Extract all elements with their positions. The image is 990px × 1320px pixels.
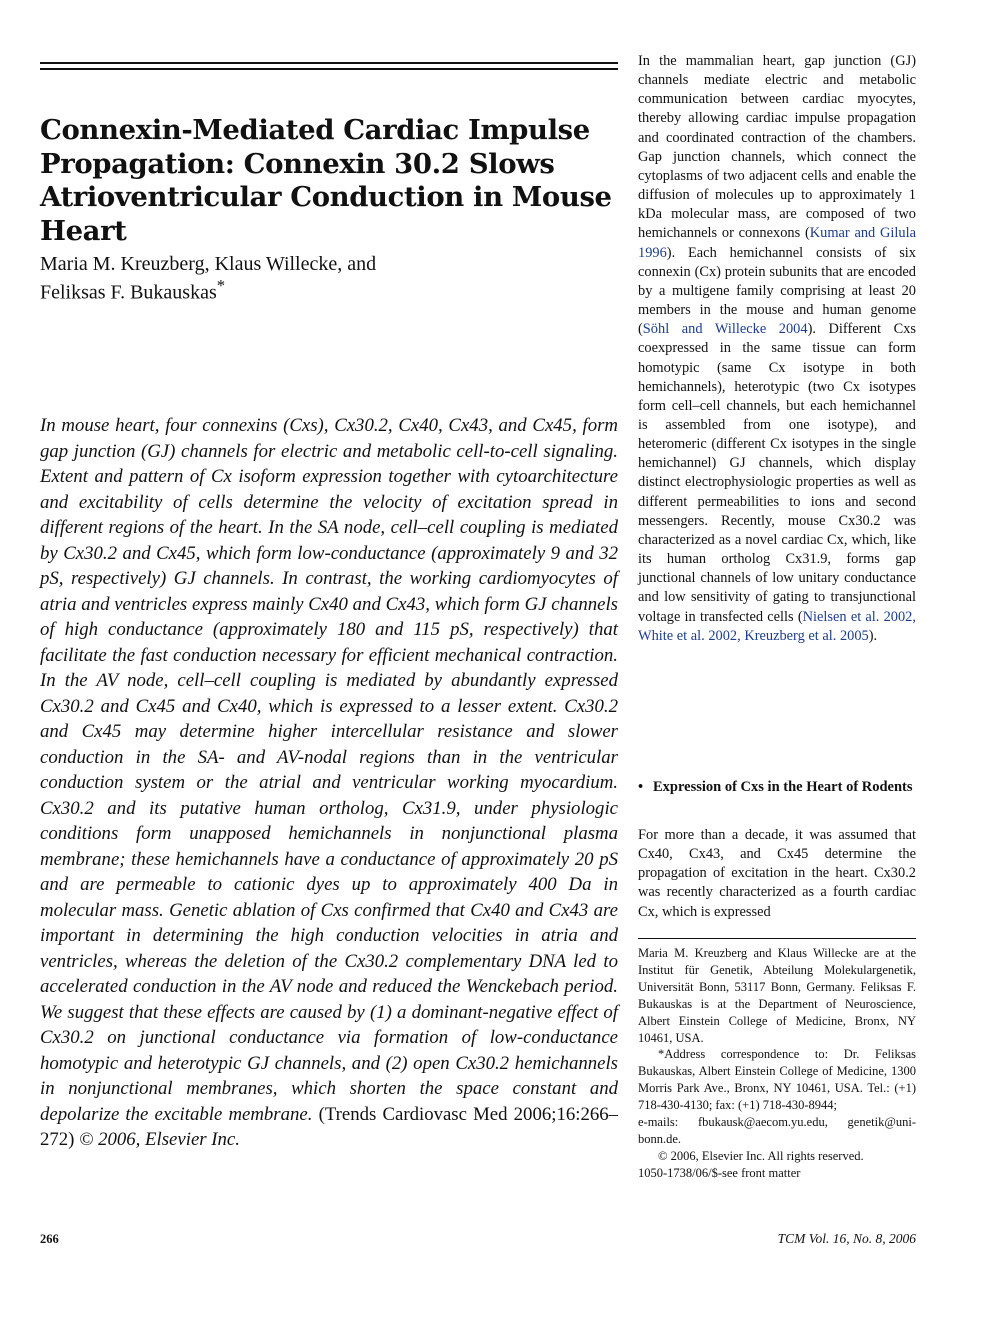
author-name-bukauskas: Feliksas F. Bukauskas	[40, 281, 217, 304]
abstract-copyright: © 2006, Elsevier Inc.	[79, 1129, 240, 1150]
intro-text-part: ). Each hemichannel consists of six connexin (Cx) protein subunits that are encoded by a multigene family comprising at least 20 members in the mouse and human genome (	[638, 244, 916, 338]
author-footnote	[638, 945, 916, 1182]
footnote-copyright: © 2006, Elsevier Inc. All rights reserved.	[658, 1148, 864, 1163]
page-number: 266	[40, 1232, 59, 1246]
author-list	[40, 253, 560, 304]
reference-link-kreuzberg-2005[interactable]: Kreuzberg et al. 2005	[744, 627, 869, 644]
footnote-rule	[638, 938, 916, 939]
reference-link-nielsen-2002[interactable]: Nielsen et al. 2002	[802, 608, 913, 625]
corresponding-author-mark: *	[216, 276, 226, 295]
footnote-correspondence: *Address correspondence to: Dr. Feliksas Bukauskas, Albert Einstein College of Medicine, 1300 Morris Park Ave., Bronx, NY 10461, USA. Tel.: (+1) 718-430-4130; fax: (+1) 718-430-8944;	[638, 1047, 916, 1113]
reference-link-white-2002[interactable]: White et al. 2002	[638, 627, 738, 644]
reference-link-kumar-1996[interactable]: Kumar and Gilula 1996	[638, 225, 916, 261]
intro-text-part: ). Different Cxs coexpressed in the same tissue can form homotypic (same Cx isotype in both hemichannels), heterotypic (two Cx isotypes form cell–cell channels, but each hemichannel is assembled from one isotype), and heteromeric (different Cx isotypes in the single hemichannel) GJ channels, which display distinct electrophysiologic properties as well as different permeabilities to ions and second messengers. Recently, mouse Cx30.2 was characterized as a novel cardiac Cx, which, like its human ortholog Cx31.9, forms gap junctional channels of low unitary conductance and low sensitivity of gating to transjunctional voltage in transfected cells (	[638, 321, 916, 625]
reference-link-sohl-2004[interactable]: Söhl and Willecke 2004	[642, 321, 808, 338]
header-rule-top	[40, 62, 618, 64]
intro-text-part: In the mammalian heart, gap junction (GJ) channels mediate electric and metabolic communication between cardiac myocytes, thereby allowing cardiac impulse propagation and coordinated contraction of the chambers. Gap junction channels, which connect the cytoplasms of two adjacent cells and enable the diffusion of molecules up to approximately 1 kDa molecular mass, are composed of two hemichannels or connexons (	[638, 53, 916, 242]
article-title: Connexin-Mediated Cardiac Impulse Propagation: Connexin 30.2 Slows Atrioventricular Conduction in Mouse Heart	[40, 114, 612, 247]
footnote-affiliation: Maria M. Kreuzberg and Klaus Willecke are at the Institut für Genetik, Abteilung Molekulargenetik, Universität Bonn, 53117 Bonn, Germany. Feliksas F. Bukauskas is at the Department of Neuroscience, Albert Einstein College of Medicine, Bronx, NY 10461, USA.	[638, 946, 916, 1045]
abstract-body: In mouse heart, four connexins (Cxs), Cx30.2, Cx40, Cx43, and Cx45, form gap junction (GJ) channels for electric and metabolic cell-to-cell signaling. Extent and pattern of Cx isoform expression together with cytoarchitecture and excitability of cells determine the velocity of excitation spread in different regions of the heart. In the SA node, cell–cell coupling is mediated by Cx30.2 and Cx45, which form low-conductance (approximately 9 and 32 pS, respectively) GJ channels. In contrast, the working cardiomyocytes of atria and ventricles express mainly Cx40 and Cx43, which form GJ channels of high conductance (approximately 180 and 115 pS, respectively) that facilitate the fast conduction necessary for efficient mechanical contraction. In the AV node, cell–cell coupling is mediated by abundantly expressed Cx30.2 and Cx45 and Cx40, which is expressed to a lesser extent. Cx30.2 and Cx45 may determine higher intercellular resistance and slower conduction in the SA- and AV-nodal regions than in the ventricular conduction system or the atrial and ventricular working myocardium. Cx30.2 and its putative human ortholog, Cx31.9, under physiologic conditions form unapposed hemichannels in nonjunctional plasma membrane; these hemichannels have a conductance of approximately 20 pS and are permeable to cationic dyes up to approximately 400 Da in molecular mass. Genetic ablation of Cxs confirmed that Cx40 and Cx43 are important in determining the high conduction velocities in atria and ventricles, whereas the deletion of the Cx30.2 complementary DNA led to accelerated conduction in the AV node and reduced the Wenckebach period. We suggest that these effects are caused by (1) a dominant-negative effect of Cx30.2 on junctional conductance via formation of low-conductance homotypic and heterotypic GJ channels, and (2) open Cx30.2 hemichannels in nonjunctional membranes, which shorten the space constant and depolarize the excitable membrane.	[40, 415, 618, 1125]
section-heading	[638, 778, 916, 797]
reference-separator: ,	[912, 608, 916, 625]
intro-text-part: ).	[868, 627, 878, 644]
section-heading-text: Expression of Cxs in the Heart of Rodents	[653, 779, 913, 795]
footnote-issn: 1050-1738/06/$-see front matter	[638, 1165, 801, 1180]
abstract-citation: (Trends Cardiovasc Med 2006;16:266–272)	[40, 1103, 619, 1150]
abstract	[40, 413, 618, 1153]
section-body-text: For more than a decade, it was assumed that Cx40, Cx43, and Cx45 determine the propagation of excitation in the heart. Cx30.2 was recently characterized as a fourth cardiac Cx, which is expressed	[638, 827, 916, 920]
section-bullet: •	[638, 779, 644, 795]
author-line-1: Maria M. Kreuzberg, Klaus Willecke, and	[40, 253, 377, 275]
header-rule-bottom	[40, 68, 618, 70]
journal-reference: TCM Vol. 16, No. 8, 2006	[777, 1231, 916, 1246]
introduction-text	[638, 52, 916, 646]
reference-separator: ,	[737, 627, 745, 644]
author-line-2	[40, 275, 560, 304]
footnote-emails: e-mails: fbukausk@aecom.yu.edu, genetik@uni-bonn.de.	[638, 1115, 916, 1146]
